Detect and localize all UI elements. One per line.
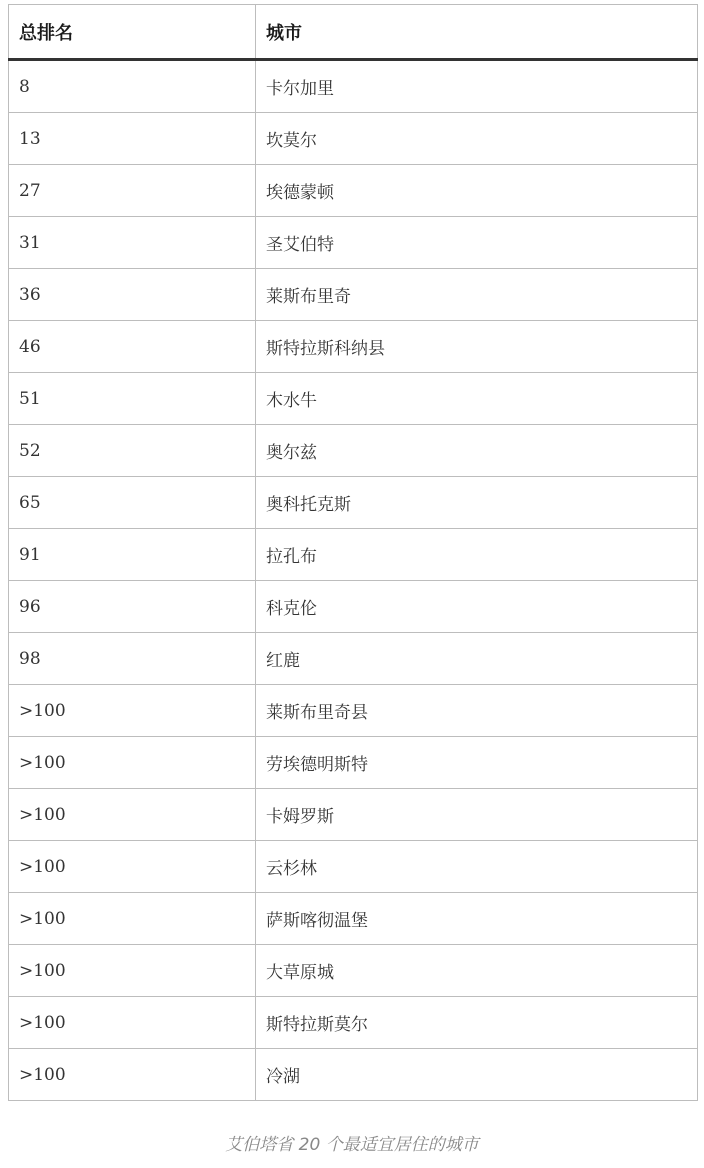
rank-cell: >100	[9, 893, 256, 945]
city-cell: 坎莫尔	[256, 113, 698, 165]
rank-cell: 96	[9, 581, 256, 633]
table-row	[9, 841, 698, 893]
city-cell: 斯特拉斯科纳县	[256, 321, 698, 373]
city-cell: 莱斯布里奇	[256, 269, 698, 321]
table-row	[9, 893, 698, 945]
rank-cell: >100	[9, 685, 256, 737]
table-row	[9, 373, 698, 425]
city-cell: 拉孔布	[256, 529, 698, 581]
ranking-table	[8, 4, 698, 1101]
rank-cell: 91	[9, 529, 256, 581]
rank-cell: 27	[9, 165, 256, 217]
table-row	[9, 1049, 698, 1101]
table-row	[9, 529, 698, 581]
table-row	[9, 321, 698, 373]
rank-cell: 52	[9, 425, 256, 477]
rank-cell: >100	[9, 997, 256, 1049]
rank-cell: >100	[9, 945, 256, 997]
city-cell: 奥科托克斯	[256, 477, 698, 529]
city-cell: 劳埃德明斯特	[256, 737, 698, 789]
table-row	[9, 165, 698, 217]
rank-cell: >100	[9, 737, 256, 789]
ranking-table-container	[8, 4, 697, 1101]
rank-cell: 8	[9, 60, 256, 113]
city-cell: 奥尔兹	[256, 425, 698, 477]
table-row	[9, 997, 698, 1049]
table-row	[9, 789, 698, 841]
table-row	[9, 685, 698, 737]
rank-cell: >100	[9, 841, 256, 893]
city-cell: 冷湖	[256, 1049, 698, 1101]
city-cell: 埃德蒙顿	[256, 165, 698, 217]
city-cell: 卡尔加里	[256, 60, 698, 113]
rank-column-header: 总排名	[9, 5, 256, 60]
city-cell: 斯特拉斯莫尔	[256, 997, 698, 1049]
table-header	[9, 5, 698, 60]
city-cell: 木水牛	[256, 373, 698, 425]
table-row	[9, 113, 698, 165]
rank-cell: 36	[9, 269, 256, 321]
rank-cell: 51	[9, 373, 256, 425]
table-caption: 艾伯塔省 20 个最适宜居住的城市	[225, 1135, 479, 1155]
table-row	[9, 60, 698, 113]
table-row	[9, 581, 698, 633]
rank-cell: 46	[9, 321, 256, 373]
rank-cell: >100	[9, 789, 256, 841]
rank-cell: >100	[9, 1049, 256, 1101]
header-row	[9, 5, 698, 60]
table-body	[9, 60, 698, 1101]
table-row	[9, 945, 698, 997]
table-row	[9, 269, 698, 321]
table-row	[9, 737, 698, 789]
city-cell: 红鹿	[256, 633, 698, 685]
rank-cell: 65	[9, 477, 256, 529]
city-cell: 萨斯喀彻温堡	[256, 893, 698, 945]
rank-cell: 31	[9, 217, 256, 269]
rank-cell: 13	[9, 113, 256, 165]
table-row	[9, 477, 698, 529]
city-cell: 莱斯布里奇县	[256, 685, 698, 737]
city-column-header: 城市	[256, 5, 698, 60]
table-row	[9, 633, 698, 685]
city-cell: 云杉林	[256, 841, 698, 893]
city-cell: 圣艾伯特	[256, 217, 698, 269]
table-row	[9, 425, 698, 477]
city-cell: 卡姆罗斯	[256, 789, 698, 841]
rank-cell: 98	[9, 633, 256, 685]
city-cell: 大草原城	[256, 945, 698, 997]
table-row	[9, 217, 698, 269]
city-cell: 科克伦	[256, 581, 698, 633]
